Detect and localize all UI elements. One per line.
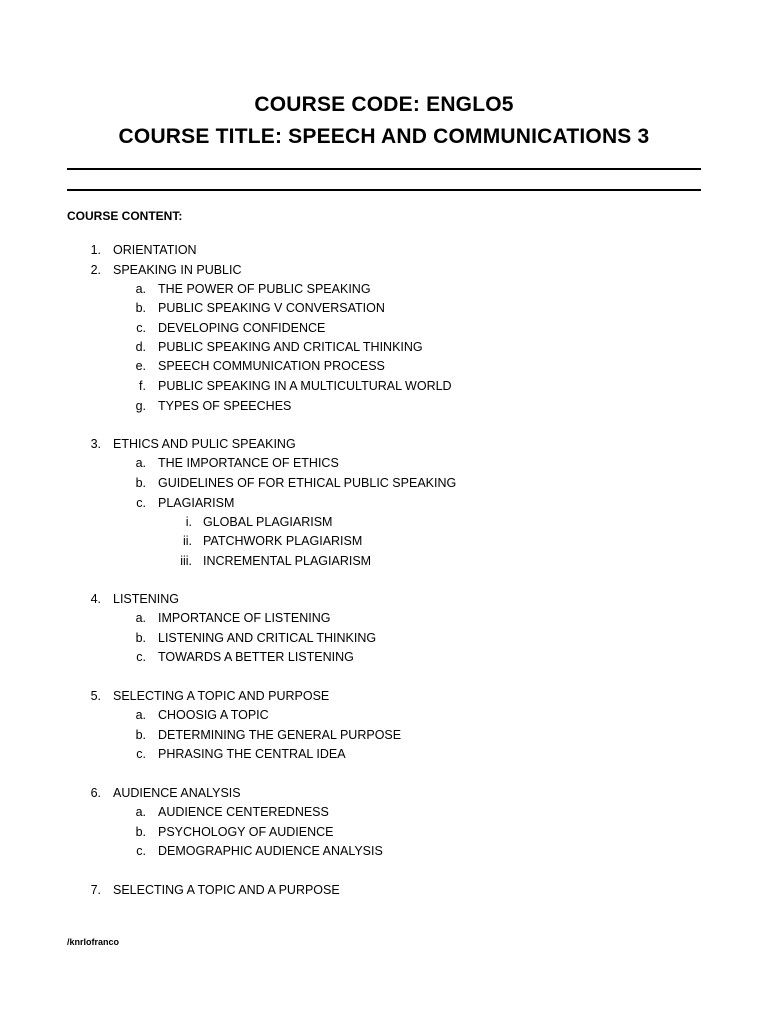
outline-text: THE POWER OF PUBLIC SPEAKING	[158, 282, 371, 296]
outline-text: PUBLIC SPEAKING IN A MULTICULTURAL WORLD	[158, 379, 452, 393]
outline-text: DEVELOPING CONFIDENCE	[158, 321, 326, 335]
outline-text: LISTENING	[113, 592, 179, 606]
outline-text: ORIENTATION	[113, 243, 197, 257]
outline-text: SELECTING A TOPIC AND A PURPOSE	[113, 883, 340, 897]
outline-text: CHOOSIG A TOPIC	[158, 708, 269, 722]
outline-marker: b.	[135, 631, 146, 645]
outline-text: DEMOGRAPHIC AUDIENCE ANALYSIS	[158, 844, 383, 858]
outline-marker: 1.	[90, 243, 101, 257]
outline-marker: 6.	[90, 786, 101, 800]
outline-marker: e.	[135, 359, 146, 373]
outline-marker: d.	[135, 340, 146, 354]
outline-text: AUDIENCE ANALYSIS	[113, 786, 241, 800]
outline-marker: a.	[135, 611, 146, 625]
header-divider-top	[67, 168, 701, 170]
outline-text: THE IMPORTANCE OF ETHICS	[158, 456, 339, 470]
outline-marker: b.	[135, 728, 146, 742]
course-code-heading: COURSE CODE: ENGLO5	[254, 93, 514, 116]
outline-marker: 3.	[90, 437, 101, 451]
outline-marker: c.	[136, 844, 146, 858]
outline-text: PUBLIC SPEAKING V CONVERSATION	[158, 301, 385, 315]
outline-text: GLOBAL PLAGIARISM	[203, 515, 333, 529]
outline-marker: c.	[136, 650, 146, 664]
outline-marker: 7.	[90, 883, 101, 897]
outline-text: PUBLIC SPEAKING AND CRITICAL THINKING	[158, 340, 423, 354]
outline-text: SPEECH COMMUNICATION PROCESS	[158, 359, 385, 373]
outline-marker: b.	[135, 476, 146, 490]
outline-text: AUDIENCE CENTEREDNESS	[158, 805, 329, 819]
outline-marker: ii.	[182, 534, 192, 548]
outline-marker: c.	[136, 496, 146, 510]
outline-text: IMPORTANCE OF LISTENING	[158, 611, 331, 625]
outline-marker: g.	[135, 399, 146, 413]
outline-text: GUIDELINES OF FOR ETHICAL PUBLIC SPEAKING	[158, 476, 457, 490]
outline-text: PATCHWORK PLAGIARISM	[203, 534, 363, 548]
outline-marker: b.	[135, 301, 146, 315]
outline-text: ETHICS AND PULIC SPEAKING	[113, 437, 296, 451]
outline-text: SELECTING A TOPIC AND PURPOSE	[113, 689, 330, 703]
outline-marker: f.	[139, 379, 146, 393]
outline-marker: a.	[135, 805, 146, 819]
outline-text: SPEAKING IN PUBLIC	[113, 263, 242, 277]
header-divider-bottom	[67, 189, 701, 191]
course-title-heading: COURSE TITLE: SPEECH AND COMMUNICATIONS 3	[118, 125, 650, 148]
outline-text: DETERMINING THE GENERAL PURPOSE	[158, 728, 402, 742]
outline-text: LISTENING AND CRITICAL THINKING	[158, 631, 377, 645]
course-content-label: COURSE CONTENT:	[67, 209, 183, 223]
author-footer: /knrlofranco	[67, 937, 120, 947]
outline-marker: a.	[135, 282, 146, 296]
outline-text: INCREMENTAL PLAGIARISM	[203, 554, 372, 568]
outline-marker: c.	[136, 747, 146, 761]
outline-marker: i.	[185, 515, 192, 529]
outline-marker: b.	[135, 825, 146, 839]
outline-text: PHRASING THE CENTRAL IDEA	[158, 747, 346, 761]
outline-marker: 2.	[90, 263, 101, 277]
outline-marker: iii.	[180, 554, 192, 568]
outline-marker: c.	[136, 321, 146, 335]
outline-marker: 5.	[90, 689, 101, 703]
outline-text: PLAGIARISM	[158, 496, 235, 510]
outline-text: PSYCHOLOGY OF AUDIENCE	[158, 825, 334, 839]
outline-text: TOWARDS A BETTER LISTENING	[158, 650, 354, 664]
outline-marker: a.	[135, 708, 146, 722]
outline-marker: a.	[135, 456, 146, 470]
outline-marker: 4.	[90, 592, 101, 606]
outline-text: TYPES OF SPEECHES	[158, 399, 292, 413]
